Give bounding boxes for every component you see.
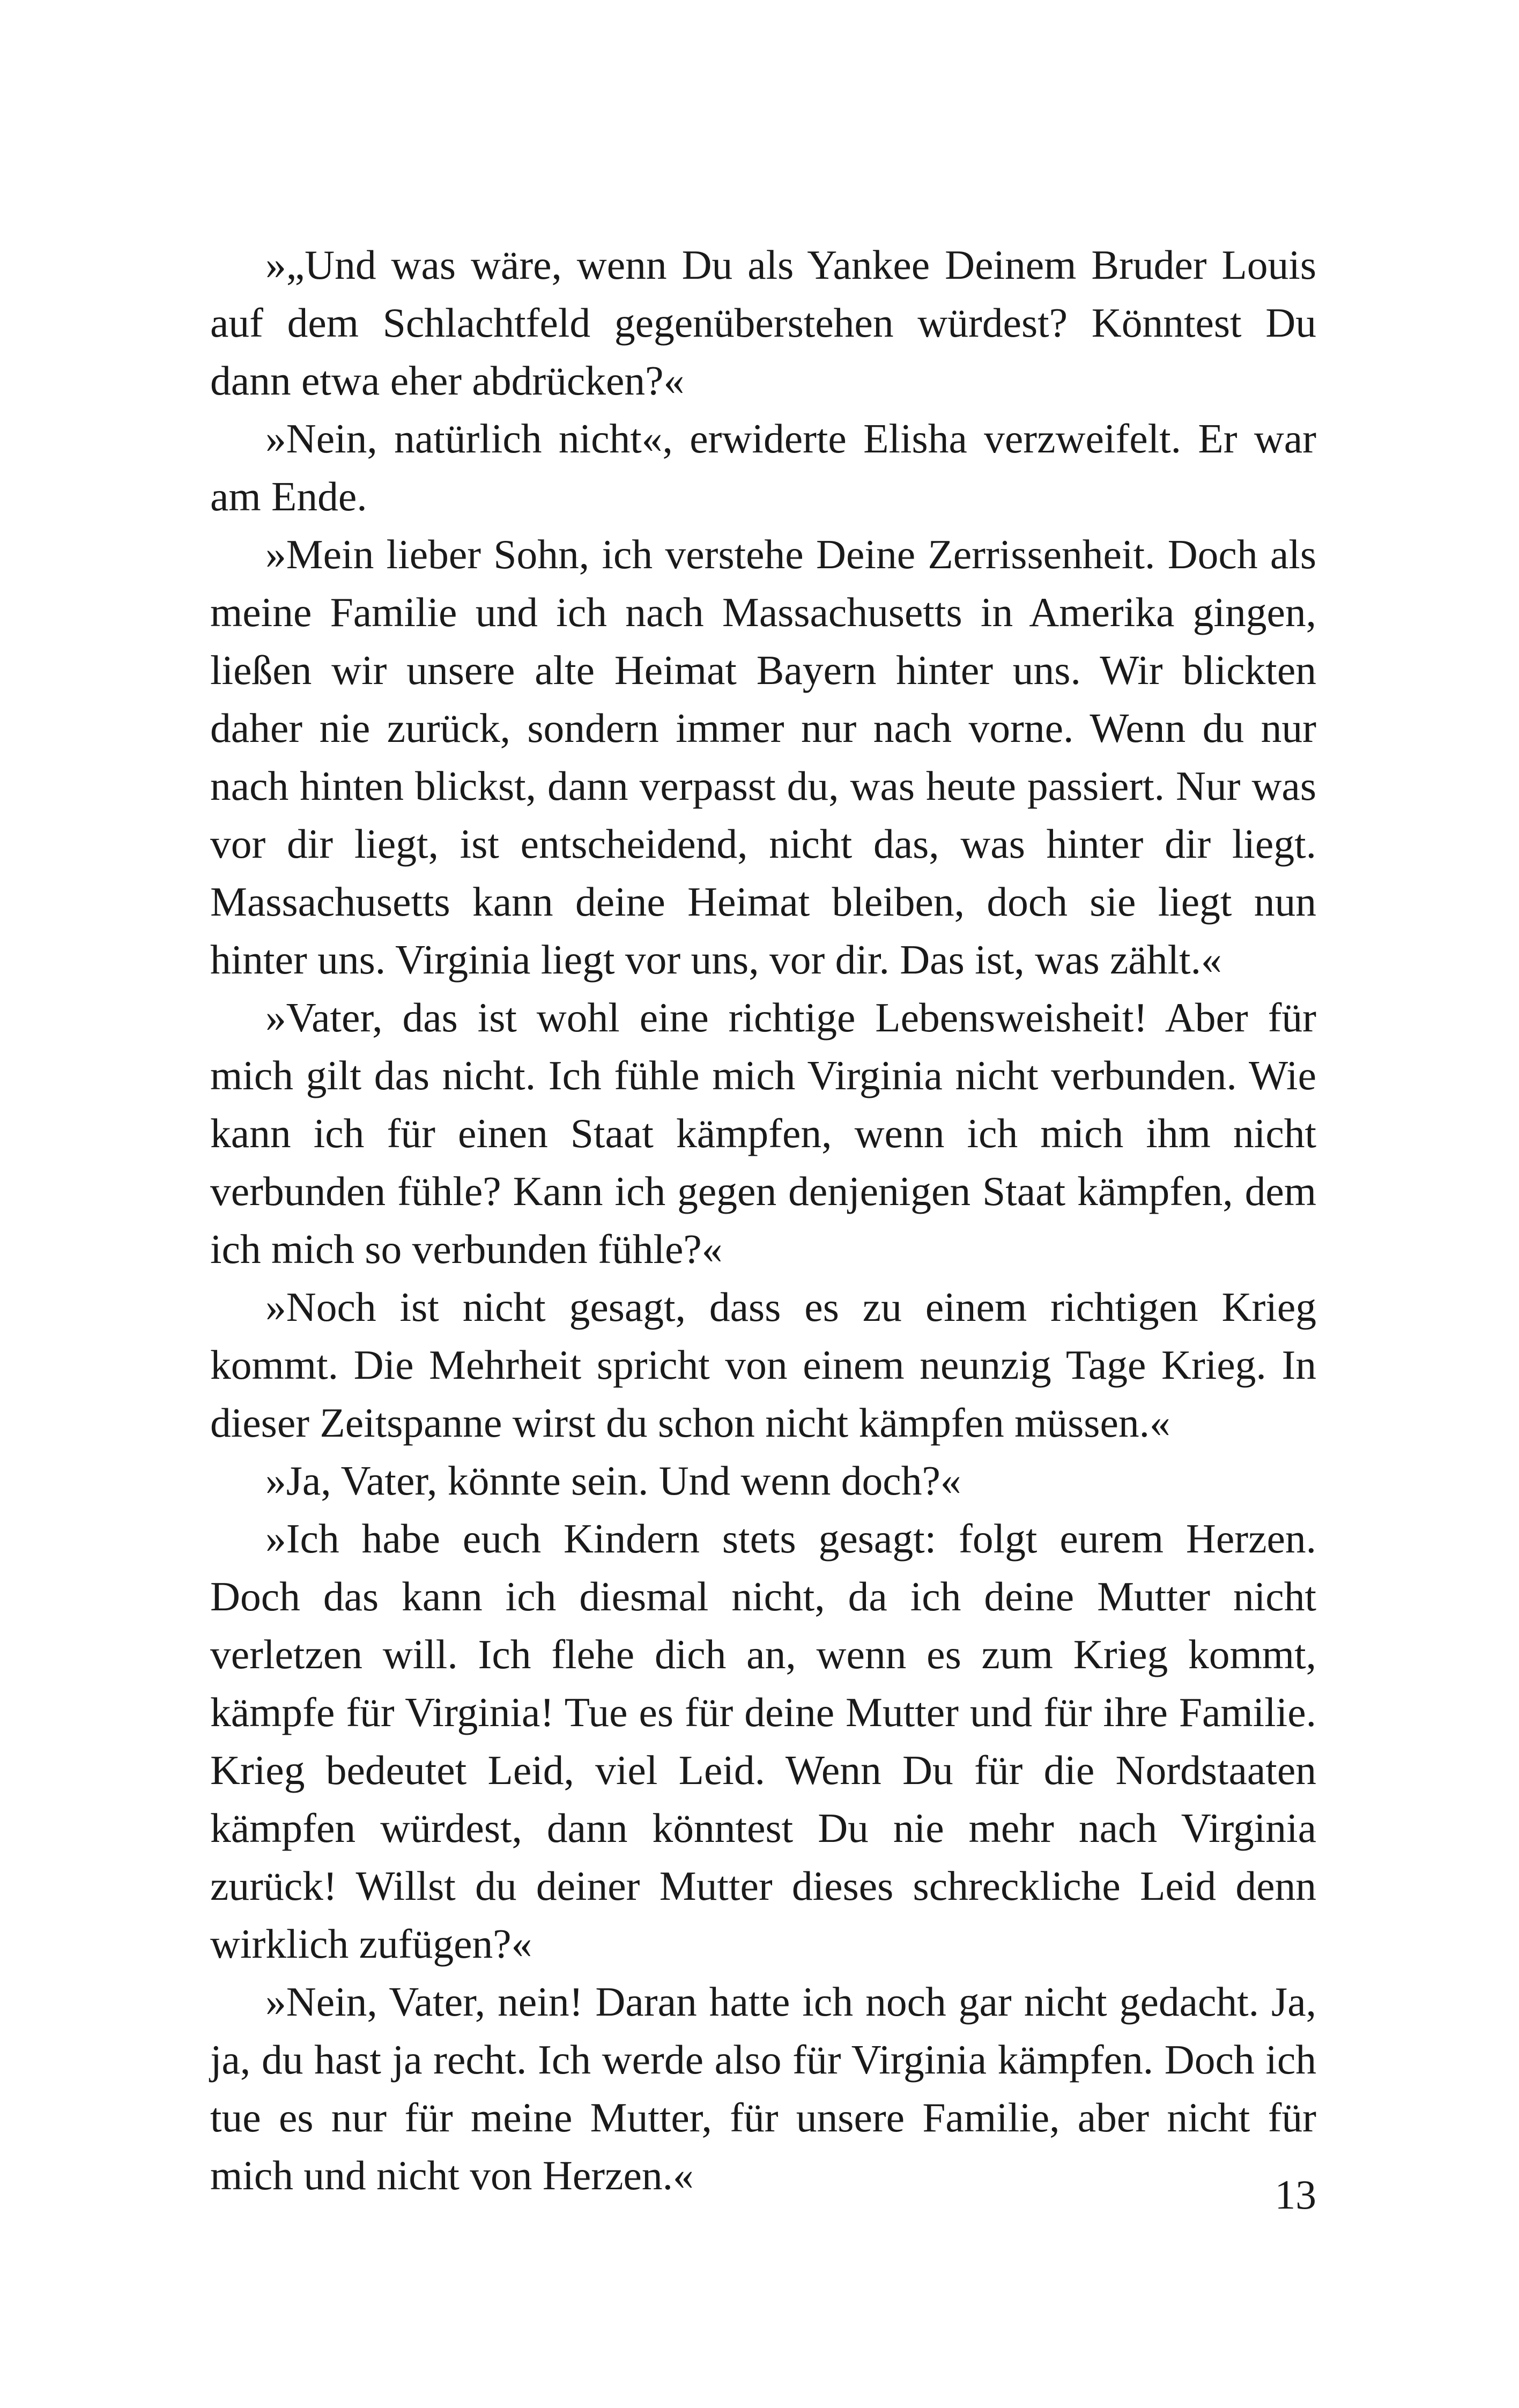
paragraph: »Vater, das ist wohl eine richtige Lebensweisheit! Aber für mich gilt das nicht. Ich fühle mich Virginia nicht verbunden. Wie kann ich für einen Staat kämpfen, wenn ich mich ihm nicht verbunden fühle? Kann ich gegen denjenigen Staat kämpfen, dem ich mich so verbunden fühle?«: [210, 994, 1316, 1272]
body-text: [210, 236, 1316, 2204]
paragraph: »Ja, Vater, könnte sein. Und wenn doch?«: [265, 1458, 961, 1504]
paragraph: »Noch ist nicht gesagt, dass es zu einem richtigen Krieg kommt. Die Mehrheit spricht von einem neunzig Tage Krieg. In dieser Zeitspanne wirst du schon nicht kämpfen müssen.«: [210, 1284, 1316, 1446]
paragraph: »Nein, natürlich nicht«, erwiderte Elisha verzweifelt. Er war am Ende.: [210, 415, 1316, 519]
paragraph: »„Und was wäre, wenn Du als Yankee Deinem Bruder Louis auf dem Schlachtfeld gegenüberstehen würdest? Könntest Du dann etwa eher abdrücken?«: [210, 242, 1316, 404]
paragraph: »Ich habe euch Kindern stets gesagt: folgt eurem Herzen. Doch das kann ich diesmal nicht, da ich deine Mutter nicht verletzen will. Ich flehe dich an, wenn es zum Krieg kommt, kämpfe für Virginia! Tue es für deine Mutter und für ihre Familie. Krieg bedeutet Leid, viel Leid. Wenn Du für die Nordstaaten kämpfen würdest, dann könntest Du nie mehr nach Virginia zurück! Willst du deiner Mutter dieses schreckliche Leid denn wirklich zufügen?«: [210, 1515, 1316, 1967]
paragraph: »Mein lieber Sohn, ich verstehe Deine Zerrissenheit. Doch als meine Familie und ich nach Massachusetts in Amerika gingen, ließen wir unsere alte Heimat Bayern hinter uns. Wir blickten daher nie zurück, sondern immer nur nach vorne. Wenn du nur nach hinten blickst, dann verpasst du, was heute passiert. Nur was vor dir liegt, ist entscheidend, nicht das, was hinter dir liegt. Massachusetts kann deine Heimat bleiben, doch sie liegt nun hinter uns. Virginia liegt vor uns, vor dir. Das ist, was zählt.«: [210, 531, 1316, 983]
page-number: 13: [1275, 2172, 1316, 2218]
paragraph: »Nein, Vater, nein! Daran hatte ich noch gar nicht gedacht. Ja, ja, du hast ja recht. Ich werde also für Virginia kämpfen. Doch ich tue es nur für meine Mutter, für unsere Familie, aber nicht für mich und nicht von Herzen.«: [210, 1979, 1316, 2198]
